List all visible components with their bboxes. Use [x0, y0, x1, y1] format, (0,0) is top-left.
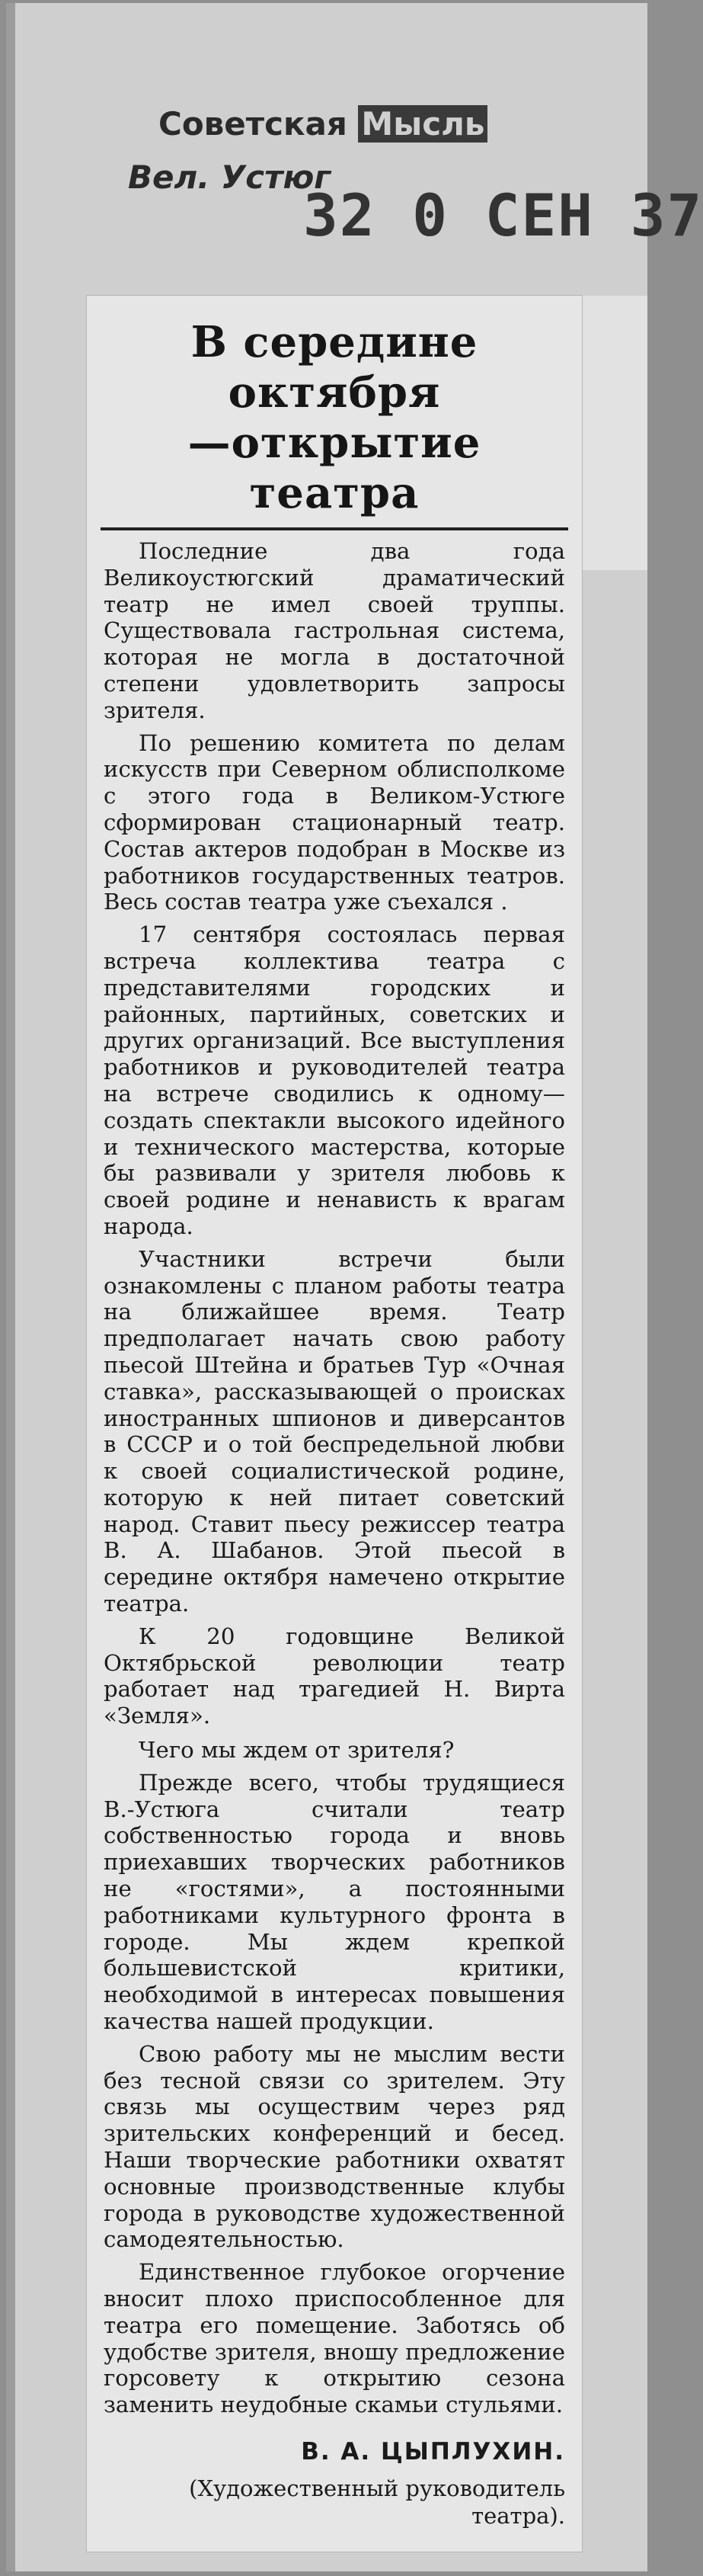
article-paragraph: По решению комитета по делам искусств при Северном облисполкоме с этого года в Великом-Устюге сформирован стационарный театр. Состав актеров подобран в Москве из работников государственных театров. Весь состав театра уже съехался .: [104, 729, 565, 915]
stamp-newspaper-suffix: Мысль: [358, 105, 487, 143]
article-body: [104, 538, 565, 2418]
stamp-city: Вел. Устюг: [128, 159, 331, 196]
article-paragraph: К 20 годовщине Великой Октябрьской революции театр работает над трагедией Н. Вирта «Земля».: [104, 1623, 565, 1729]
headline-rule: [101, 527, 568, 530]
article-paragraph: 17 сентября состоялась первая встреча коллектива театра с представителями городских и районных, партийных, советских и других организаций. Все выступления работников и руководителей театра на встрече сводились к одному—создать спектакли высокого идейного и технического мастерства, которые бы развивали у зрителя любовь к своей родине и ненависть к врагам народа.: [104, 921, 565, 1239]
newspaper-clipping: [87, 296, 582, 2552]
article-paragraph: Последние два года Великоустюгский драматический театр не имел своей труппы. Существовала гастрольная система, которая не могла в достаточной степени удовлетворить запросы зрителя.: [104, 538, 565, 723]
stamp-date: 32 0 СЕН 37: [303, 181, 703, 249]
clipping-side-fragment: [582, 296, 647, 570]
stamp-newspaper-name: [158, 105, 487, 143]
author-title: (Художественный руководитель театра).: [189, 2475, 565, 2529]
stamp-newspaper-prefix: Советская: [158, 105, 347, 143]
author-signature: В. А. ЦЫПЛУХИН.: [301, 2437, 565, 2465]
article-paragraph: Прежде всего, чтобы трудящиеся В.-Устюга считали театр собственностью города и вновь приехавших творческих работников не «гостями», а постоянными работниками культурного фронта в городе. Мы ждем крепкой большевистской критики, необходимой в интересах повышения качества нашей продукции.: [104, 1769, 565, 2035]
article-paragraph: Участники встречи были ознакомлены с планом работы театра на ближайшее время. Театр предполагает начать свою работу пьесой Штейна и братьев Тур «Очная ставка», рассказывающей о происках иностранных шпионов и диверсантов в СССР и о той беспредельной любви к своей социалистической родине, которую к ней питает советский народ. Ставит пьесу режиссер театра В. А. Шабанов. Этой пьесой в середине октября намечено открытие театра.: [104, 1245, 565, 1617]
card-edge: [6, 3, 15, 2571]
archive-stamp: [128, 84, 703, 259]
article-headline: [104, 317, 565, 518]
article-subheading: Чего мы ждем от зрителя?: [139, 1737, 455, 1764]
article-paragraph: Единственное глубокое огорчение вносит плохо приспособленное для театра его помещение. Заботясь об удобстве зрителя, вношу предложение горсовету к открытию сезона заменить неудобные скамьи стульями.: [104, 2259, 565, 2418]
article-paragraph: Свою работу мы не мыслим вести без тесной связи со зрителем. Эту связь мы осуществим через ряд зрительских конференций и бесед. Наши творческие работники охватят основные производственные клубы города в руководстве художественной самодеятельностью.: [104, 2040, 565, 2253]
headline-line-2: —открытие театра: [187, 418, 481, 518]
headline-line-1: В середине октября: [190, 317, 478, 418]
